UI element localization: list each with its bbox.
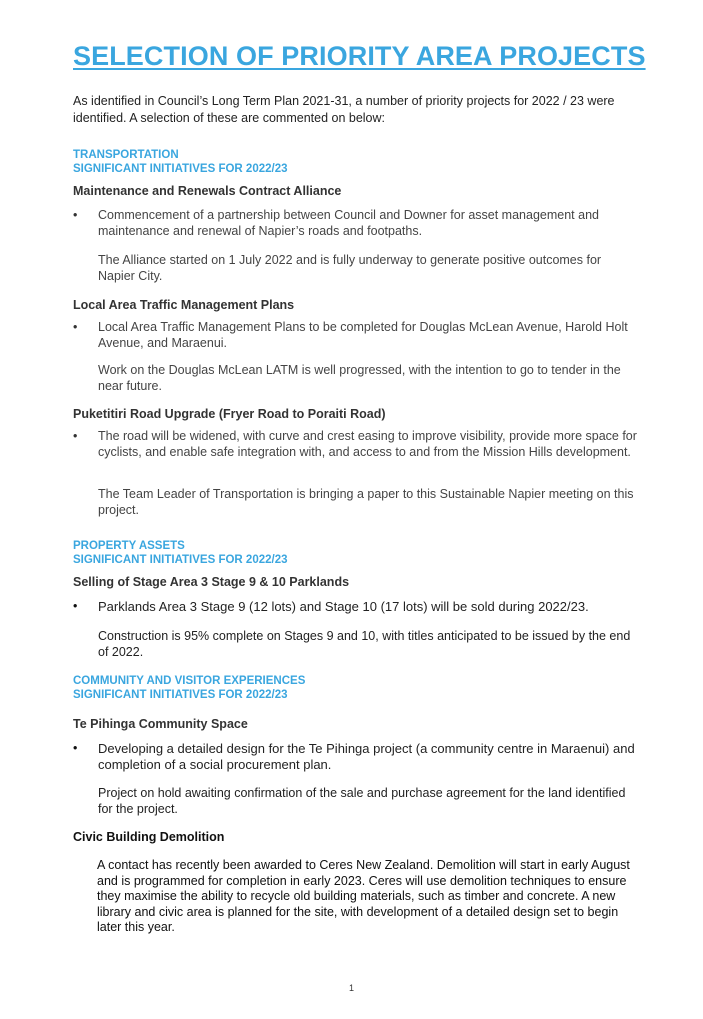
item-bullet-puketitiri: The road will be widened, with curve and crest easing to improve visibility, provide more space for cyclists, and enable safe integration with, and access to and from the Mission Hills development. — [98, 429, 637, 459]
section-heading-transportation: TRANSPORTATION — [73, 149, 179, 161]
item-title-civic-demolition: Civic Building Demolition — [73, 830, 225, 844]
section-subheading-community: SIGNIFICANT INITIATIVES FOR 2022/23 — [73, 689, 288, 701]
intro-paragraph: As identified in Council’s Long Term Plan 2021-31, a number of priority projects for 2022 / 23 were identified. A selection of these are commented on below: — [73, 94, 615, 125]
item-bullet-parklands: Parklands Area 3 Stage 9 (12 lots) and Stage 10 (17 lots) will be sold during 2022/23. — [98, 599, 589, 614]
item-title-traffic: Local Area Traffic Management Plans — [73, 298, 295, 312]
item-bullet-traffic: Local Area Traffic Management Plans to be completed for Douglas McLean Avenue, Harold Holt Avenue, and Maraenui. — [98, 320, 628, 350]
item-note-traffic: Work on the Douglas McLean LATM is well progressed, with the intention to go to tender in the near future. — [98, 363, 621, 393]
bullet-icon: • — [73, 741, 78, 755]
item-note-maintenance: The Alliance started on 1 July 2022 and is fully underway to generate positive outcomes for Napier City. — [98, 253, 602, 283]
item-bullet-maintenance: Commencement of a partnership between Council and Downer for asset management and maintenance and renewal of Napier’s roads and footpaths. — [98, 208, 599, 238]
item-bullet-te-pihinga: Developing a detailed design for the Te Pihinga project (a community centre in Maraenui) and completion of a social procurement plan. — [98, 741, 635, 772]
section-heading-property: PROPERTY ASSETS — [73, 540, 185, 552]
item-title-parklands: Selling of Stage Area 3 Stage 9 & 10 Parklands — [73, 575, 350, 589]
page-title: SELECTION OF PRIORITY AREA PROJECTS — [73, 41, 646, 71]
bullet-icon: • — [73, 208, 78, 222]
item-body-civic-demolition: A contact has recently been awarded to Ceres New Zealand. Demolition will start in early August and is programmed for completion in early 2023. Ceres will use demolition techniques to ensure they maximise the ability to recycle old building materials, such as timber and concrete. A new library and civic area is planned for the site, with development of a detailed design set to begin later this year. — [97, 858, 630, 934]
bullet-icon: • — [73, 429, 78, 443]
item-note-te-pihinga: Project on hold awaiting confirmation of the sale and purchase agreement for the land identified for the project. — [98, 786, 626, 816]
item-title-te-pihinga: Te Pihinga Community Space — [73, 717, 248, 731]
section-subheading-property: SIGNIFICANT INITIATIVES FOR 2022/23 — [73, 554, 288, 566]
bullet-icon: • — [73, 320, 78, 334]
section-subheading-transportation: SIGNIFICANT INITIATIVES FOR 2022/23 — [73, 163, 288, 175]
section-heading-community: COMMUNITY AND VISITOR EXPERIENCES — [73, 675, 306, 687]
bullet-icon: • — [73, 599, 78, 613]
page-number: 1 — [349, 983, 355, 993]
item-note-parklands: Construction is 95% complete on Stages 9 and 10, with titles anticipated to be issued by the end of 2022. — [98, 629, 631, 659]
item-title-maintenance: Maintenance and Renewals Contract Alliance — [73, 184, 342, 198]
item-note-puketitiri: The Team Leader of Transportation is bringing a paper to this Sustainable Napier meeting on this project. — [98, 487, 634, 517]
item-title-puketitiri: Puketitiri Road Upgrade (Fryer Road to Poraiti Road) — [73, 407, 386, 421]
